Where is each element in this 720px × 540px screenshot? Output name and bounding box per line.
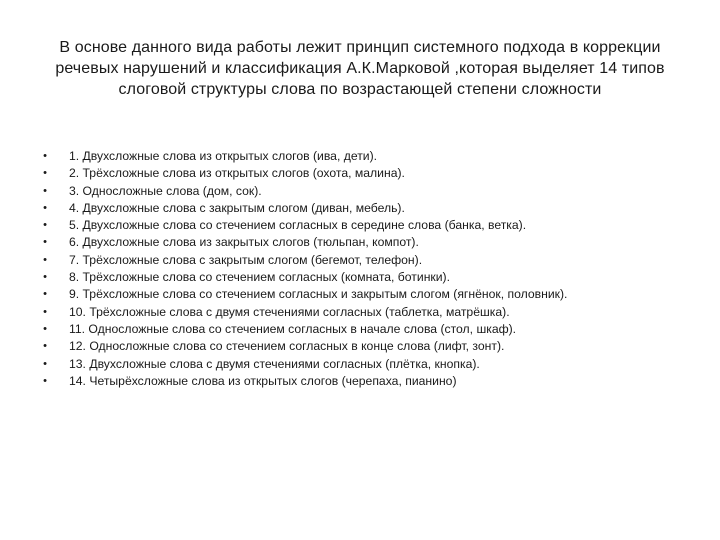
list-item-text: 4. Двухсложные слова с закрытым слогом (диван, мебель).: [69, 200, 405, 215]
bullet-icon: •: [43, 288, 47, 301]
slide-title: В основе данного вида работы лежит принцип системного подхода в коррекции речевых нарушений и классификация А.К.Марковой ,которая выделяет 14 типов слоговой структуры слова по возрастающей степени сложности: [55, 39, 665, 98]
syllable-type-list: [40, 148, 700, 390]
bullet-icon: •: [43, 322, 47, 335]
list-item: [40, 148, 700, 165]
bullet-icon: •: [43, 305, 47, 318]
list-item: [40, 165, 700, 182]
list-item-text: 9. Трёхсложные слова со стечением согласных и закрытым слогом (ягнёнок, половник).: [69, 287, 568, 302]
list-item-text: 6. Двухсложные слова из закрытых слогов (тюльпан, компот).: [69, 235, 419, 250]
bullet-icon: •: [43, 167, 47, 180]
list-item-text: 14. Четырёхсложные слова из открытых слогов (черепаха, пианино): [69, 373, 457, 388]
list-item: [40, 356, 700, 373]
bullet-icon: •: [43, 271, 47, 284]
list-item-text: 10. Трёхсложные слова с двумя стечениями согласных (таблетка, матрёшка).: [69, 304, 510, 319]
list-item-text: 8. Трёхсложные слова со стечением согласных (комната, ботинки).: [69, 270, 451, 285]
list-item: [40, 286, 700, 303]
list-item-text: 12. Односложные слова со стечением согласных в конце слова (лифт, зонт).: [69, 339, 505, 354]
list-item: [40, 252, 700, 269]
bullet-icon: •: [43, 236, 47, 249]
bullet-icon: •: [43, 184, 47, 197]
bullet-icon: •: [43, 219, 47, 232]
list-item: [40, 373, 700, 390]
bullet-icon: •: [43, 150, 47, 162]
bullet-icon: •: [43, 253, 47, 266]
bullet-icon: •: [43, 374, 47, 387]
bullet-icon: •: [43, 201, 47, 214]
list-item-text: 7. Трёхсложные слова с закрытым слогом (бегемот, телефон).: [69, 252, 423, 267]
list-item-text: 5. Двухсложные слова со стечением согласных в середине слова (банка, ветка).: [69, 218, 527, 233]
list-item-text: 2. Трёхсложные слова из открытых слогов (охота, малина).: [69, 166, 405, 181]
bullet-icon: •: [43, 357, 47, 370]
list-item: [40, 234, 700, 251]
list-item-text: 13. Двухсложные слова с двумя стечениями согласных (плётка, кнопка).: [69, 356, 480, 371]
bullet-icon: •: [43, 340, 47, 353]
list-item-text: 11. Односложные слова со стечением согласных в начале слова (стол, шкаф).: [69, 321, 517, 336]
list-item: [40, 183, 700, 200]
list-item: [40, 217, 700, 234]
list-item: [40, 338, 700, 355]
list-item: [40, 200, 700, 217]
list-item: [40, 269, 700, 286]
list-item: [40, 321, 700, 338]
list-item-text: 3. Односложные слова (дом, сок).: [69, 183, 262, 198]
list-item: [40, 304, 700, 321]
list-item-text: 1. Двухсложные слова из открытых слогов (ива, дети).: [69, 149, 378, 163]
